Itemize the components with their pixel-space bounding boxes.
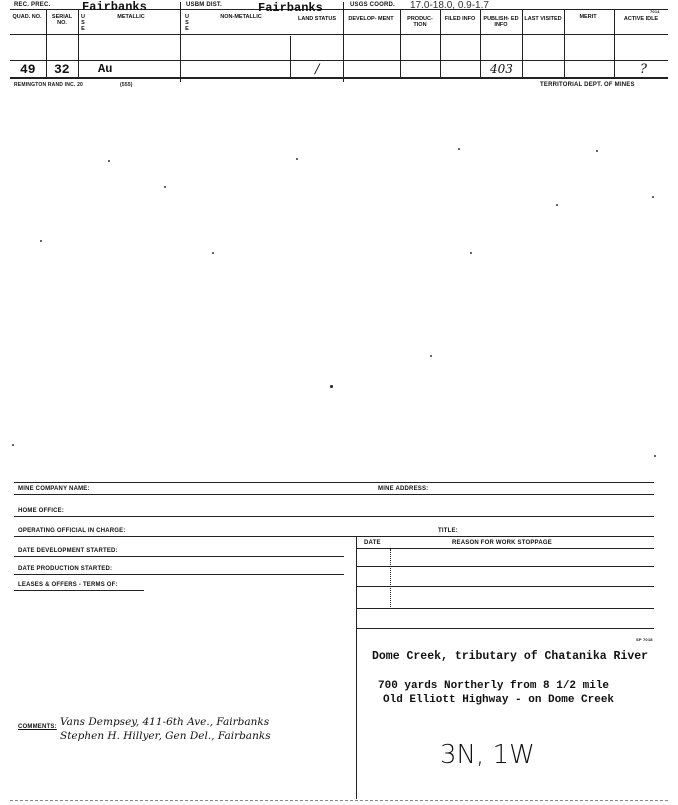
leases-label: LEASES & OFFERS - TERMS OF: <box>18 582 118 588</box>
col-published-info: PUBLISH- ED INFO <box>483 16 519 28</box>
col-land-status: LAND STATUS <box>298 16 336 22</box>
scan-speck <box>40 240 42 242</box>
scan-speck <box>458 148 460 150</box>
scan-speck <box>556 204 558 206</box>
printer-code: (555) <box>120 82 133 88</box>
row-published-info: 403 <box>490 62 513 76</box>
scan-speck <box>164 186 166 188</box>
row-metallic: Au <box>98 62 113 76</box>
col-use-nonmetallic: U S E <box>185 14 189 32</box>
township-range: 3N, 1W <box>440 740 535 770</box>
col-serial: SERIAL NO. <box>51 14 73 26</box>
usgs-coord-label: USGS COORD. <box>350 2 395 8</box>
date-prod-started-label: DATE PRODUCTION STARTED: <box>18 566 113 572</box>
col-last-visited: LAST VISITED <box>524 16 562 22</box>
usbm-dist-value: Fairbanks <box>258 1 323 15</box>
scan-speck <box>12 444 14 446</box>
comments-line-2: Stephen H. Hillyer, Gen Del., Fairbanks <box>60 730 271 742</box>
row-quad: 49 <box>20 62 36 77</box>
printer-imprint: REMINGTON RAND INC. 20 <box>14 82 84 88</box>
col-production: PRODUC- TION <box>407 16 433 28</box>
location-line-3: Old Elliott Highway - on Dome Creek <box>383 694 615 706</box>
scan-speck <box>470 252 472 254</box>
comments-line-1: Vans Dempsey, 411-6th Ave., Fairbanks <box>60 716 270 728</box>
usgs-coord-value: 17.0-18.0, 0.9-1.7 <box>410 0 489 11</box>
scan-speck <box>654 455 656 457</box>
dept-imprint: TERRITORIAL DEPT. OF MINES <box>540 82 635 88</box>
scan-speck <box>652 196 654 198</box>
comments-label: COMMENTS: <box>18 724 57 730</box>
scan-speck <box>330 385 333 388</box>
operating-official-label: OPERATING OFFICIAL IN CHARGE: <box>18 528 126 534</box>
date-dev-started-label: DATE DEVELOPMENT STARTED: <box>18 548 118 554</box>
col-use-metallic: U S E <box>81 14 85 32</box>
col-non-metallic: NON-METALLIC <box>220 14 262 20</box>
rec-prec-label: REC. PREC. <box>14 2 51 8</box>
sp-code: SP 7018 <box>636 637 653 642</box>
scan-speck <box>430 355 432 357</box>
row-active-idle: ? <box>640 62 647 77</box>
row-serial: 32 <box>54 62 70 77</box>
col-filed-info: FILED INFO <box>444 16 476 22</box>
scan-speck <box>212 252 214 254</box>
col-development: DEVELOP- MENT <box>348 16 394 22</box>
form-number: 7014 <box>650 9 660 14</box>
location-line-2: 700 yards Northerly from 8 1/2 mile <box>378 680 610 692</box>
reason-col-label: REASON FOR WORK STOPPAGE <box>452 540 552 546</box>
mine-company-label: MINE COMPANY NAME: <box>18 486 90 492</box>
scan-speck <box>108 160 110 162</box>
scan-speck <box>596 150 598 152</box>
usbm-dist-label: USBM DIST. <box>186 2 223 8</box>
col-metallic: METALLIC <box>117 14 145 20</box>
date-col-label: DATE <box>364 540 381 546</box>
rec-prec-value: Fairbanks <box>82 0 147 14</box>
col-quad: QUAD. NO. <box>12 14 42 20</box>
title-label: TITLE: <box>438 528 458 534</box>
mine-address-label: MINE ADDRESS: <box>378 486 429 492</box>
location-line-1: Dome Creek, tributary of Chatanika River <box>372 650 649 663</box>
row-land-status: / <box>315 62 320 77</box>
col-active-idle: ACTIVE IDLE <box>623 16 659 22</box>
home-office-label: HOME OFFICE: <box>18 508 65 514</box>
col-merit: MERIT <box>579 14 597 20</box>
scan-speck <box>296 158 298 160</box>
